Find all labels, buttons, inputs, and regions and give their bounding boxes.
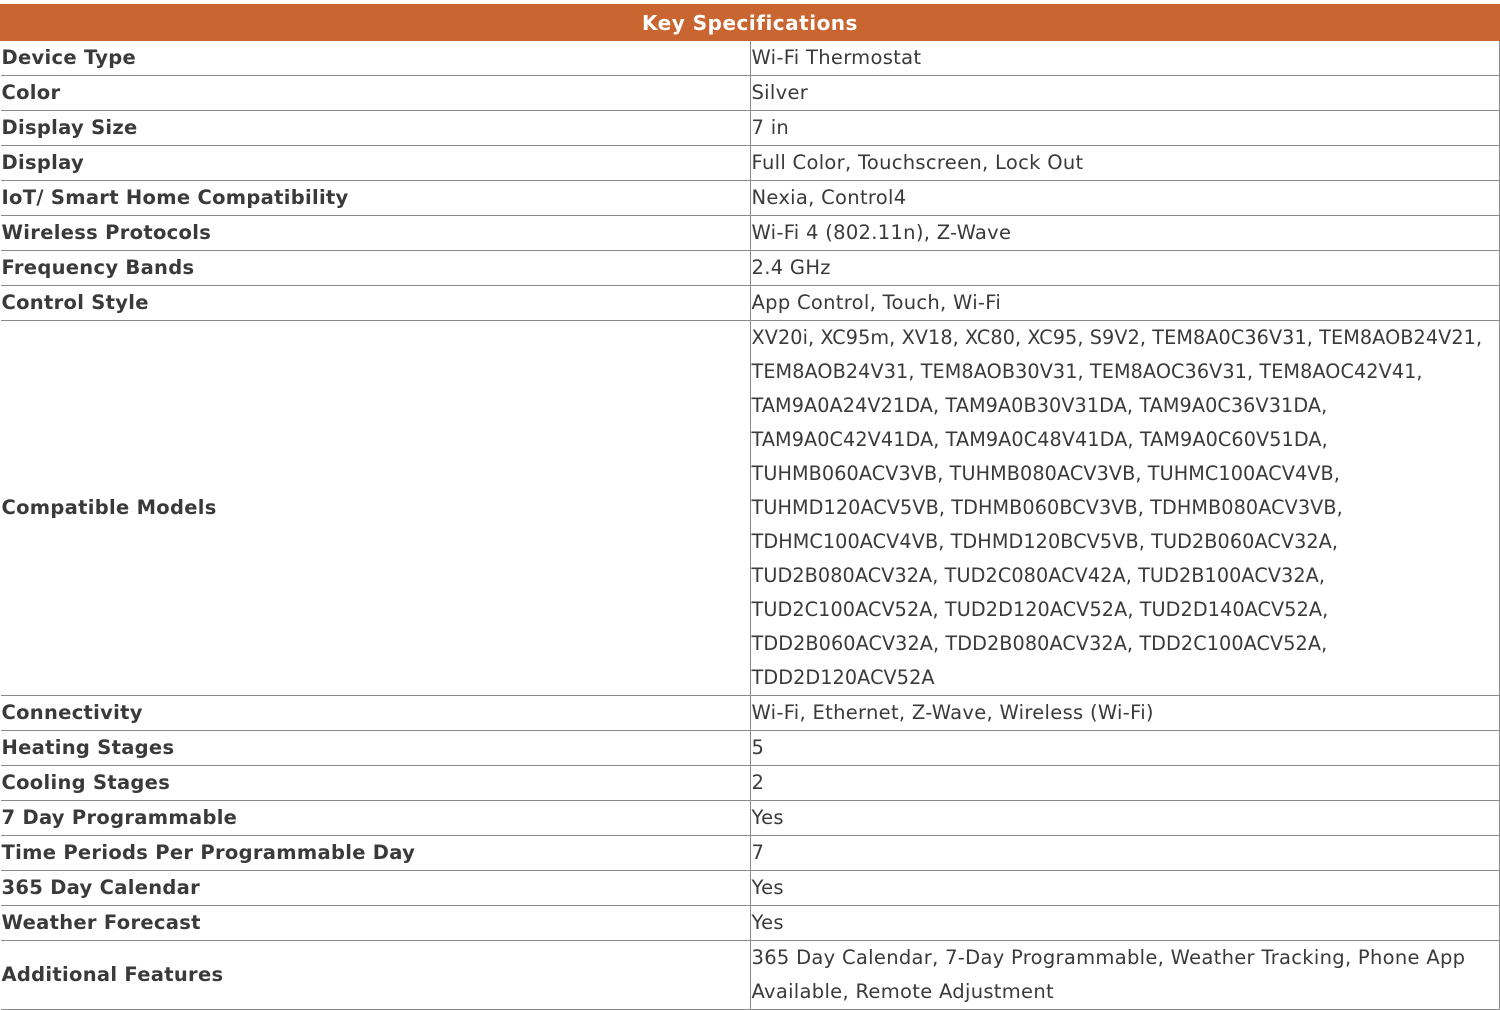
spec-label: Additional Features xyxy=(1,941,751,1010)
spec-value: Wi-Fi, Ethernet, Z-Wave, Wireless (Wi-Fi) xyxy=(750,696,1500,731)
spec-value: 7 xyxy=(750,836,1500,871)
spec-value: Yes xyxy=(750,906,1500,941)
spec-label: Display Size xyxy=(1,111,751,146)
spec-value: 2 xyxy=(750,766,1500,801)
spec-label: Cooling Stages xyxy=(1,766,751,801)
spec-value: Wi-Fi 4 (802.11n), Z-Wave xyxy=(750,216,1500,251)
spec-value: 7 in xyxy=(750,111,1500,146)
spec-row-compatible-models xyxy=(1,321,1500,696)
spec-row-frequency-bands xyxy=(1,251,1500,286)
spec-row-365-day-calendar xyxy=(1,871,1500,906)
spec-label: Connectivity xyxy=(1,696,751,731)
spec-label: Frequency Bands xyxy=(1,251,751,286)
spec-value: App Control, Touch, Wi-Fi xyxy=(750,286,1500,321)
spec-value: Nexia, Control4 xyxy=(750,181,1500,216)
spec-value: Yes xyxy=(750,871,1500,906)
spec-value: 5 xyxy=(750,731,1500,766)
spec-row-device-type xyxy=(1,41,1500,76)
spec-row-display xyxy=(1,146,1500,181)
table-header-row xyxy=(1,5,1500,41)
spec-row-heating-stages xyxy=(1,731,1500,766)
key-specifications-table xyxy=(0,4,1500,1010)
spec-label: Display xyxy=(1,146,751,181)
spec-label: Heating Stages xyxy=(1,731,751,766)
spec-row-wireless-protocols xyxy=(1,216,1500,251)
spec-label: 7 Day Programmable xyxy=(1,801,751,836)
spec-label: Color xyxy=(1,76,751,111)
spec-row-7-day-programmable xyxy=(1,801,1500,836)
table-title: Key Specifications xyxy=(1,5,1500,41)
spec-value: Wi-Fi Thermostat xyxy=(750,41,1500,76)
spec-value: 365 Day Calendar, 7-Day Programmable, Weather Tracking, Phone App Available, Remote Adjustment xyxy=(750,941,1500,1010)
spec-row-color xyxy=(1,76,1500,111)
spec-label: Weather Forecast xyxy=(1,906,751,941)
spec-row-display-size xyxy=(1,111,1500,146)
spec-value: Silver xyxy=(750,76,1500,111)
spec-value: Full Color, Touchscreen, Lock Out xyxy=(750,146,1500,181)
spec-row-time-periods xyxy=(1,836,1500,871)
spec-row-connectivity xyxy=(1,696,1500,731)
spec-row-control-style xyxy=(1,286,1500,321)
spec-label: IoT/ Smart Home Compatibility xyxy=(1,181,751,216)
spec-label: Compatible Models xyxy=(1,321,751,696)
spec-label: Time Periods Per Programmable Day xyxy=(1,836,751,871)
spec-value: 2.4 GHz xyxy=(750,251,1500,286)
spec-value: XV20i, XC95m, XV18, XC80, XC95, S9V2, TEM8A0C36V31, TEM8AOB24V21, TEM8AOB24V31, TEM8AOB30V31, TEM8AOC36V31, TEM8AOC42V41, TAM9A0A24V21DA, TAM9A0B30V31DA, TAM9A0C36V31DA, TAM9A0C42V41DA, TAM9A0C48V41DA, TAM9A0C60V51DA, TUHMB060ACV3VB, TUHMB080ACV3VB, TUHMC100ACV4VB, TUHMD120ACV5VB, TDHMB060BCV3VB, TDHMB080ACV3VB, TDHMC100ACV4VB, TDHMD120BCV5VB, TUD2B060ACV32A, TUD2B080ACV32A, TUD2C080ACV42A, TUD2B100ACV32A, TUD2C100ACV52A, TUD2D120ACV52A, TUD2D140ACV52A, TDD2B060ACV32A, TDD2B080ACV32A, TDD2C100ACV52A, TDD2D120ACV52A xyxy=(750,321,1500,696)
spec-label: Wireless Protocols xyxy=(1,216,751,251)
spec-row-iot-smart-home xyxy=(1,181,1500,216)
spec-row-additional-features xyxy=(1,941,1500,1010)
spec-row-cooling-stages xyxy=(1,766,1500,801)
spec-label: 365 Day Calendar xyxy=(1,871,751,906)
spec-value: Yes xyxy=(750,801,1500,836)
spec-row-weather-forecast xyxy=(1,906,1500,941)
spec-label: Device Type xyxy=(1,41,751,76)
spec-label: Control Style xyxy=(1,286,751,321)
